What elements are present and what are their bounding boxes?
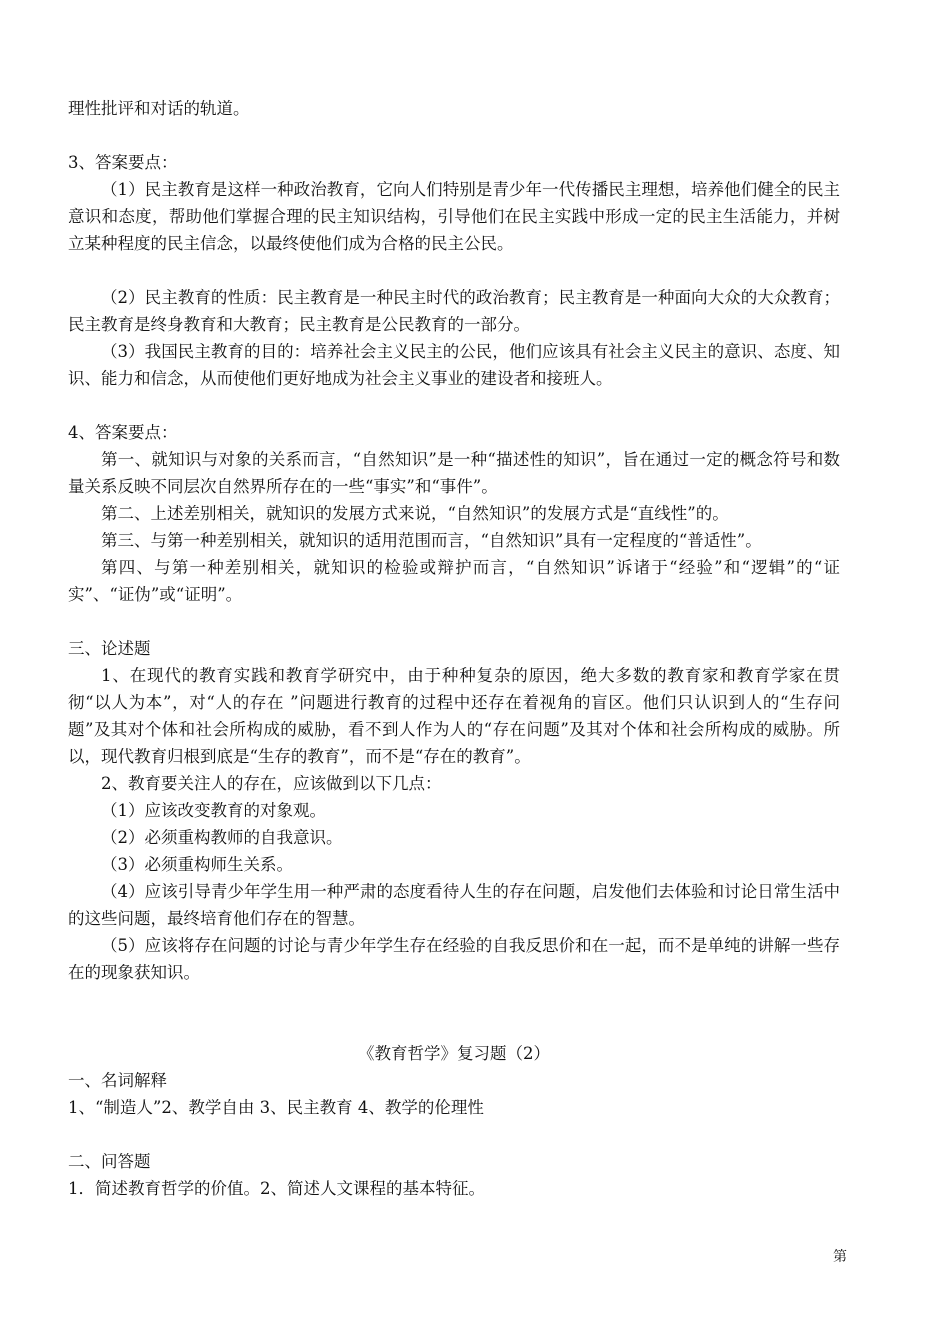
answer-3-point-3: （3）我国民主教育的目的：培养社会主义民主的公民，他们应该具有社会主义民主的意识、态度、知识、能力和信念，从而使他们更好地成为社会主义事业的建设者和接班人。	[68, 342, 840, 388]
answer-4-point-2: 第二、上述差别相关，就知识的发展方式来说，“自然知识”的发展方式是“直线性”的。	[101, 504, 729, 523]
essay-item-1: （1）应该改变教育的对象观。	[101, 801, 326, 820]
essay-section-heading: 三、论述题	[68, 639, 151, 658]
essay-point-2: 2、教育要关注人的存在，应该做到以下几点：	[101, 774, 442, 793]
spacer	[68, 392, 840, 419]
spacer	[68, 122, 840, 149]
answer-3-heading: 3、答案要点：	[68, 153, 178, 172]
answer-4-point-3: 第三、与第一种差别相关，就知识的适用范围而言，“自然知识”具有一定程度的“普适性”。	[101, 531, 762, 550]
essay-item-2: （2）必须重构教师的自我意识。	[101, 828, 343, 847]
spacer	[68, 1121, 840, 1148]
spacer	[68, 608, 840, 635]
review-title: 《教育哲学》复习题（2）	[358, 1044, 550, 1063]
page-number: 第	[833, 1249, 847, 1265]
spacer	[68, 986, 840, 1040]
essay-point-1: 1、在现代的教育实践和教育学研究中，由于种种复杂的原因，绝大多数的教育家和教育学家在贯彻“以人为本”，对“人的存在 ”问题进行教育的过程中还存在着视角的盲区。他们只认识到人的“生存问题”及其对个体和社会所构成的威胁，看不到人作为人的“存在问题”及其对个体和社会所构成的威胁。所以，现代教育归根到底是“生存的教育”，而不是“存在的教育”。	[68, 666, 840, 766]
document-page	[68, 95, 840, 1202]
answer-3-point-1: （1）民主教育是这样一种政治教育，它向人们特别是青少年一代传播民主理想，培养他们健全的民主意识和态度，帮助他们掌握合理的民主知识结构，引导他们在民主实践中形成一定的民主生活能力，并树立某种程度的民主信念，以最终使他们成为合格的民主公民。	[68, 180, 840, 253]
essay-item-4: （4）应该引导青少年学生用一种严肃的态度看待人生的存在问题，启发他们去体验和讨论日常生活中的这些问题，最终培育他们存在的智慧。	[68, 882, 840, 928]
answer-4-heading: 4、答案要点：	[68, 423, 178, 442]
answer-4-point-1: 第一、就知识与对象的关系而言，“自然知识”是一种“描述性的知识”，旨在通过一定的概念符号和数量关系反映不同层次自然界所存在的一些“事实”和“事件”。	[68, 450, 840, 496]
term-explanation-heading: 一、名词解释	[68, 1071, 167, 1090]
continuation-line: 理性批评和对话的轨道。	[68, 99, 250, 118]
spacer	[68, 257, 840, 284]
essay-item-5: （5）应该将存在问题的讨论与青少年学生存在经验的自我反思价和在一起，而不是单纯的讲解一些存在的现象获知识。	[68, 936, 840, 982]
answer-3-point-2: （2）民主教育的性质：民主教育是一种民主时代的政治教育；民主教育是一种面向大众的大众教育；民主教育是终身教育和大教育；民主教育是公民教育的一部分。	[68, 288, 840, 334]
answer-4-point-4: 第四、与第一种差别相关，就知识的检验或辩护而言，“自然知识”诉诸于“经验”和“逻辑”的“证实”、“证伪”或“证明”。	[68, 558, 840, 604]
qa-heading: 二、问答题	[68, 1152, 151, 1171]
essay-item-3: （3）必须重构师生关系。	[101, 855, 293, 874]
term-explanation-list: 1、“制造人”2、教学自由 3、民主教育 4、教学的伦理性	[68, 1098, 484, 1117]
qa-list: 1．简述教育哲学的价值。2、简述人文课程的基本特征。	[68, 1179, 485, 1198]
